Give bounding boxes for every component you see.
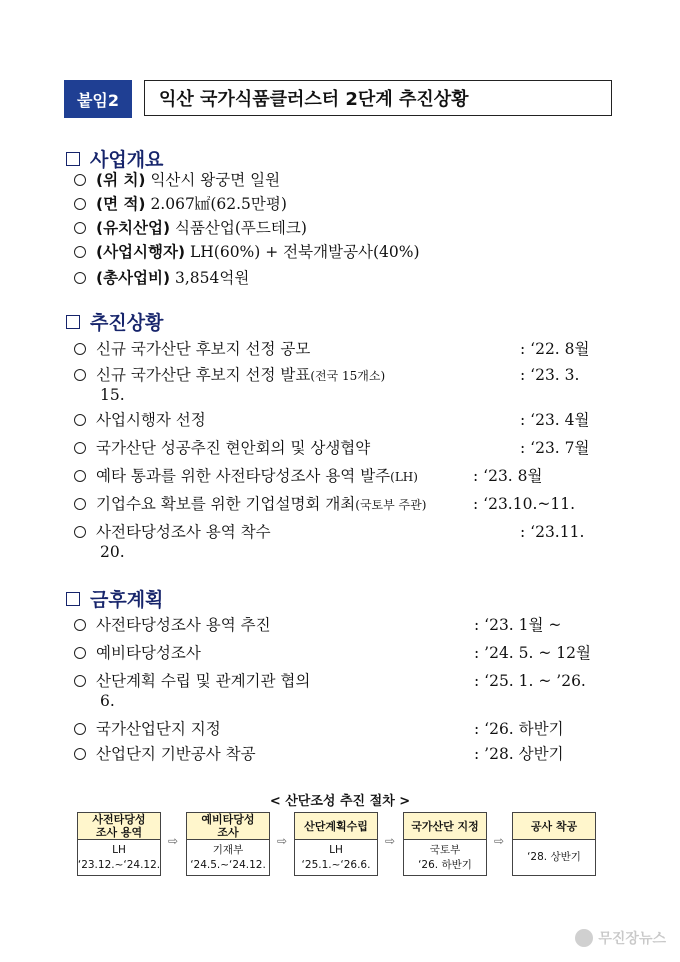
circle-bullet-icon <box>74 174 86 186</box>
circle-bullet-icon <box>74 675 86 687</box>
plan-date-continuation: 6. <box>100 692 115 710</box>
plan-date: : ‘25. 1. ~ ’26. <box>474 672 586 690</box>
square-bullet-icon <box>66 592 80 606</box>
progress-item: 신규 국가산단 후보지 선정 발표(전국 15개소) <box>74 364 385 387</box>
overview-item: (총사업비) 3,854억원 <box>74 267 249 289</box>
progress-item: 사업시행자 선정 <box>74 409 206 431</box>
flow-step-head: 사전타당성 조사 용역 <box>77 812 161 840</box>
circle-bullet-icon <box>74 647 86 659</box>
flow-step <box>77 812 161 876</box>
arrow-right-icon: ⇨ <box>384 834 396 848</box>
arrow-right-icon: ⇨ <box>167 834 179 848</box>
square-bullet-icon <box>66 152 80 166</box>
progress-item: 신규 국가산단 후보지 선정 공모 <box>74 338 310 360</box>
circle-bullet-icon <box>74 414 86 426</box>
progress-item: 국가산단 성공추진 현안회의 및 상생협약 <box>74 437 370 459</box>
flow-step <box>186 812 270 876</box>
progress-item: 사전타당성조사 용역 착수 <box>74 521 271 543</box>
circle-bullet-icon <box>74 619 86 631</box>
square-bullet-icon <box>66 315 80 329</box>
overview-item: (사업시행자) LH(60%) + 전북개발공사(40%) <box>74 241 420 263</box>
progress-date: : ‘23.11. <box>520 523 585 541</box>
plan-item: 산업단지 기반공사 착공 <box>74 743 256 765</box>
circle-bullet-icon <box>74 748 86 760</box>
progress-date-continuation: 20. <box>100 543 125 561</box>
flow-step-head: 공사 착공 <box>512 812 596 840</box>
circle-bullet-icon <box>74 470 86 482</box>
progress-date: : ‘23. 7월 <box>520 439 590 457</box>
flow-step <box>294 812 378 876</box>
section-progress-heading <box>66 308 163 335</box>
circle-bullet-icon <box>74 222 86 234</box>
flow-step <box>512 812 596 876</box>
flow-step <box>403 812 487 876</box>
page-title: 익산 국가식품클러스터 2단계 추진상황 <box>144 80 612 116</box>
flow-step-body: LH ‘25.1.~‘26.6. <box>294 840 378 876</box>
flow-step-head: 산단계획수립 <box>294 812 378 840</box>
overview-item: (면 적) 2.067㎢(62.5만평) <box>74 193 287 215</box>
plan-item: 사전타당성조사 용역 추진 <box>74 614 271 636</box>
flow-step-body: 기재부 ‘24.5.~‘24.12. <box>186 840 270 876</box>
arrow-right-icon: ⇨ <box>493 834 505 848</box>
progress-date: : ‘22. 8월 <box>520 340 590 358</box>
logo-icon <box>575 929 593 947</box>
plan-date: : ‘26. 하반기 <box>474 720 564 738</box>
circle-bullet-icon <box>74 343 86 355</box>
circle-bullet-icon <box>74 723 86 735</box>
plan-date: : ’24. 5. ~ 12월 <box>474 644 591 662</box>
progress-date: : ‘23. 8월 <box>473 467 543 485</box>
plan-date: : ’28. 상반기 <box>474 745 564 763</box>
watermark: 무진장뉴스 <box>575 928 666 948</box>
plan-item: 산단계획 수립 및 관계기관 협의 <box>74 670 310 692</box>
circle-bullet-icon <box>74 442 86 454</box>
flow-step-body: LH ‘23.12.~‘24.12. <box>77 840 161 876</box>
circle-bullet-icon <box>74 526 86 538</box>
section-overview-heading <box>66 145 163 172</box>
flow-step-head: 국가산단 지정 <box>403 812 487 840</box>
progress-date: : ‘23. 4월 <box>520 411 590 429</box>
circle-bullet-icon <box>74 198 86 210</box>
section-title: 추진상황 <box>90 312 164 334</box>
arrow-right-icon: ⇨ <box>276 834 288 848</box>
plan-item: 예비타당성조사 <box>74 642 201 664</box>
flow-title: < 산단조성 추진 절차 > <box>269 794 411 809</box>
flow-step-body: ‘28. 상반기 <box>512 840 596 876</box>
progress-date: : ‘23.10.~11. <box>473 495 576 513</box>
circle-bullet-icon <box>74 246 86 258</box>
attachment-badge: 붙임2 <box>64 80 132 118</box>
plan-date: : ‘23. 1월 ~ <box>474 616 562 634</box>
overview-item: (유치산업) 식품산업(푸드테크) <box>74 217 307 239</box>
flow-step-body: 국토부 ‘26. 하반기 <box>403 840 487 876</box>
section-title: 금후계획 <box>90 589 164 611</box>
progress-date: : ‘23. 3. <box>520 366 580 384</box>
section-title: 사업개요 <box>90 149 164 171</box>
plan-item: 국가산업단지 지정 <box>74 718 221 740</box>
progress-item: 기업수요 확보를 위한 기업설명회 개최(국토부 주관) <box>74 493 426 516</box>
progress-date-continuation: 15. <box>100 386 125 404</box>
overview-item: (위 치) 익산시 왕궁면 일원 <box>74 169 280 191</box>
section-plan-heading <box>66 585 163 612</box>
circle-bullet-icon <box>74 498 86 510</box>
circle-bullet-icon <box>74 369 86 381</box>
progress-item: 예타 통과를 위한 사전타당성조사 용역 발주(LH) <box>74 465 418 488</box>
circle-bullet-icon <box>74 272 86 284</box>
flow-step-head: 예비타당성 조사 <box>186 812 270 840</box>
